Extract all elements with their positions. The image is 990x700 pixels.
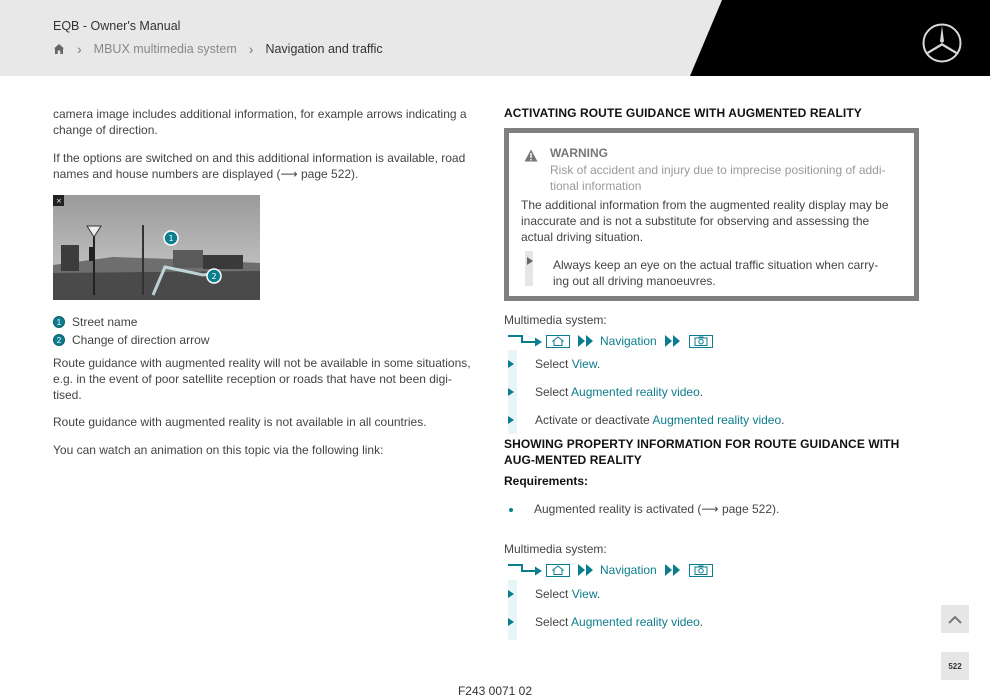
steps-bar	[508, 580, 517, 640]
step-arrow-icon	[508, 416, 514, 424]
augmented-reality-camera-image	[53, 195, 260, 300]
section-heading-activating: ACTIVATING ROUTE GUIDANCE WITH AUGMENTED REALITY	[504, 106, 862, 120]
double-chevron-right-icon	[578, 335, 594, 347]
animation-link-paragraph: You can watch an animation on this topic via the following link:	[53, 443, 384, 457]
home-icon	[546, 335, 570, 348]
chevron-up-icon	[948, 615, 962, 624]
warning-bullet-text: Always keep an eye on the actual traffic situation when carry-ing out all driving manoeuvres.	[553, 258, 879, 288]
scroll-to-top-button[interactable]	[941, 605, 969, 633]
home-icon	[546, 564, 570, 577]
augmented-reality-video-link[interactable]: Augmented reality video	[571, 615, 700, 629]
page-number-button[interactable]: 522	[941, 652, 969, 680]
svg-text:×: ×	[56, 197, 62, 205]
svg-text:2: 2	[211, 272, 217, 281]
view-link[interactable]: View	[571, 357, 597, 371]
warning-triangle-icon	[524, 149, 538, 162]
breadcrumb-item-mbux[interactable]: MBUX multimedia system	[93, 42, 237, 56]
callout-2-icon: 2	[53, 334, 65, 346]
chevron-right-icon: ›	[77, 41, 82, 57]
navigation-menu-label: Navigation	[600, 334, 657, 348]
double-chevron-right-icon	[665, 564, 681, 576]
bullet-dot-icon	[509, 508, 513, 512]
step-arrow-icon	[508, 618, 514, 626]
augmented-reality-video-link[interactable]: Augmented reality video	[652, 413, 782, 427]
warning-risk-text: Risk of accident and injury due to imprecise positioning of addi-tional information	[550, 163, 886, 193]
step-arrow-icon	[508, 590, 514, 598]
svg-text:1: 1	[168, 234, 174, 243]
image-reference-code: F243 0071 02	[457, 684, 533, 698]
warning-title: WARNING	[550, 146, 608, 160]
home-icon[interactable]	[53, 43, 65, 55]
menu-path	[508, 333, 713, 349]
warning-box	[504, 128, 919, 301]
multimedia-system-label: Multimedia system:	[504, 542, 607, 556]
breadcrumb-item-navigation[interactable]: Navigation and traffic	[265, 42, 383, 56]
legend-text: Change of direction arrow	[72, 333, 210, 347]
chevron-right-icon: ›	[248, 41, 254, 57]
legend-text: Street name	[72, 315, 138, 329]
options-paragraph: If the options are switched on and this additional information is available, road names and house numbers are displayed (⟶ page 522).	[53, 151, 466, 181]
warning-body-text: The additional information from the augmented reality display may be inaccurate and is not a substitute for observing and assessing the actual driving situation.	[521, 198, 889, 244]
legend-item	[53, 313, 209, 331]
image-legend	[53, 313, 209, 349]
callout-1-icon: 1	[53, 316, 65, 328]
section-heading-showing-property: SHOWING PROPERTY INFORMATION FOR ROUTE GUIDANCE WITH AUG-MENTED REALITY	[504, 437, 900, 467]
intro-paragraph: camera image includes additional information, for example arrows indicating a change of direction.	[53, 107, 467, 137]
step-arrow-icon	[508, 388, 514, 396]
step-arrow-icon	[508, 360, 514, 368]
mercedes-star-logo	[921, 22, 963, 64]
countries-paragraph: Route guidance with augmented reality is not available in all countries.	[53, 415, 427, 429]
navigation-menu-label: Navigation	[600, 563, 657, 577]
double-chevron-right-icon	[665, 335, 681, 347]
breadcrumb	[53, 42, 383, 56]
availability-paragraph: Route guidance with augmented reality will not be available in some situations, e.g. in the event of poor satellite reception or roads that have not been digi-tised.	[53, 356, 471, 402]
requirement-text: Augmented reality is activated (⟶ page 522).	[534, 502, 780, 516]
double-chevron-right-icon	[578, 564, 594, 576]
path-start-arrow-icon	[508, 562, 544, 578]
menu-path	[508, 562, 713, 578]
camera-icon	[689, 335, 713, 348]
multimedia-system-label: Multimedia system:	[504, 313, 607, 327]
augmented-reality-video-link[interactable]: Augmented reality video	[571, 385, 700, 399]
requirements-label: Requirements:	[504, 474, 589, 488]
camera-icon	[689, 564, 713, 577]
manual-title: EQB - Owner's Manual	[53, 19, 181, 33]
path-start-arrow-icon	[508, 333, 544, 349]
view-link[interactable]: View	[571, 587, 597, 601]
legend-item	[53, 331, 209, 349]
bullet-arrow-icon	[527, 257, 533, 265]
